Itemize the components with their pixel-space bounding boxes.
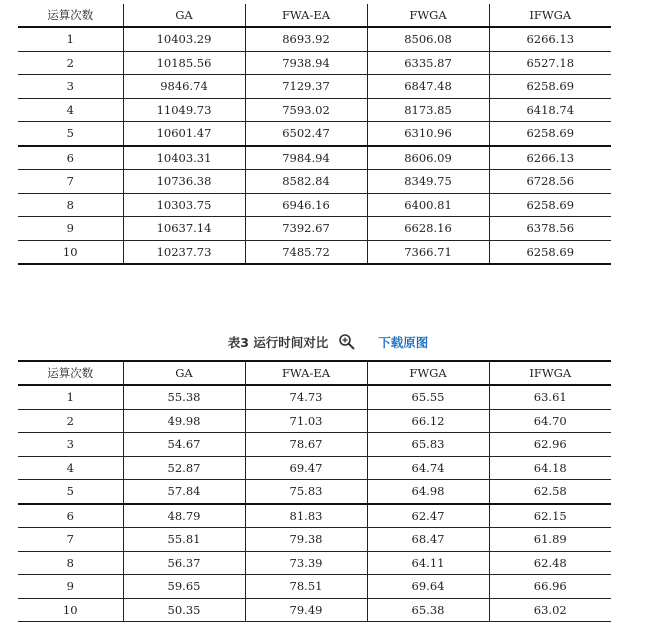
value-cell: 6258.69 [489,193,611,217]
value-cell: 10237.73 [123,240,245,264]
run-number-cell: 6 [18,504,123,528]
run-number-cell: 7 [18,170,123,194]
value-cell: 55.38 [123,385,245,409]
value-cell: 6946.16 [245,193,367,217]
run-number-cell: 4 [18,456,123,480]
table-row [18,575,611,599]
value-cell: 52.87 [123,456,245,480]
previous-results-table [18,4,611,265]
value-cell: 64.98 [367,480,489,504]
value-cell: 11049.73 [123,98,245,122]
value-cell: 63.02 [489,598,611,622]
value-cell: 7485.72 [245,240,367,264]
table-row [18,122,611,146]
table-row [18,146,611,170]
value-cell: 6418.74 [489,98,611,122]
table-row [18,385,611,409]
table-row [18,504,611,528]
table-caption [0,332,656,352]
value-cell: 71.03 [245,409,367,433]
value-cell: 10601.47 [123,122,245,146]
value-cell: 78.51 [245,575,367,599]
table-row [18,27,611,51]
table-row [18,598,611,622]
value-cell: 57.84 [123,480,245,504]
value-cell: 8173.85 [367,98,489,122]
value-cell: 10303.75 [123,193,245,217]
run-number-cell: 2 [18,51,123,75]
value-cell: 6378.56 [489,217,611,241]
run-number-cell: 9 [18,575,123,599]
value-cell: 7938.94 [245,51,367,75]
value-cell: 62.96 [489,433,611,457]
header-cell: IFWGA [489,4,611,27]
value-cell: 64.70 [489,409,611,433]
run-number-cell: 6 [18,146,123,170]
value-cell: 81.83 [245,504,367,528]
value-cell: 6310.96 [367,122,489,146]
value-cell: 6847.48 [367,75,489,99]
value-cell: 73.39 [245,551,367,575]
run-number-cell: 8 [18,193,123,217]
header-cell: 运算次数 [18,4,123,27]
value-cell: 7392.67 [245,217,367,241]
table-row [18,240,611,264]
value-cell: 7366.71 [367,240,489,264]
zoom-in-icon[interactable] [338,333,356,351]
value-cell: 65.83 [367,433,489,457]
value-cell: 65.38 [367,598,489,622]
run-number-cell: 3 [18,433,123,457]
header-cell: GA [123,4,245,27]
run-number-cell: 9 [18,217,123,241]
value-cell: 6258.69 [489,75,611,99]
value-cell: 59.65 [123,575,245,599]
value-cell: 66.12 [367,409,489,433]
value-cell: 6400.81 [367,193,489,217]
value-cell: 6335.87 [367,51,489,75]
header-cell: FWA-EA [245,4,367,27]
value-cell: 66.96 [489,575,611,599]
value-cell: 7593.02 [245,98,367,122]
table-row [18,170,611,194]
value-cell: 8606.09 [367,146,489,170]
value-cell: 64.74 [367,456,489,480]
value-cell: 8582.84 [245,170,367,194]
table-row [18,193,611,217]
table-row [18,217,611,241]
value-cell: 68.47 [367,528,489,552]
value-cell: 10403.31 [123,146,245,170]
table-row [18,98,611,122]
value-cell: 6266.13 [489,27,611,51]
header-cell: 运算次数 [18,361,123,385]
table-row [18,528,611,552]
value-cell: 64.18 [489,456,611,480]
value-cell: 79.49 [245,598,367,622]
download-original-link[interactable]: 下载原图 [378,335,429,350]
value-cell: 10637.14 [123,217,245,241]
value-cell: 10185.56 [123,51,245,75]
header-cell: IFWGA [489,361,611,385]
value-cell: 7984.94 [245,146,367,170]
value-cell: 65.55 [367,385,489,409]
header-cell: GA [123,361,245,385]
value-cell: 9846.74 [123,75,245,99]
runtime-comparison-table [18,360,611,622]
value-cell: 69.64 [367,575,489,599]
value-cell: 49.98 [123,409,245,433]
value-cell: 62.58 [489,480,611,504]
value-cell: 6258.69 [489,122,611,146]
value-cell: 6266.13 [489,146,611,170]
run-number-cell: 2 [18,409,123,433]
value-cell: 61.89 [489,528,611,552]
run-number-cell: 4 [18,98,123,122]
value-cell: 6527.18 [489,51,611,75]
table-row [18,551,611,575]
value-cell: 8349.75 [367,170,489,194]
value-cell: 78.67 [245,433,367,457]
value-cell: 8506.08 [367,27,489,51]
run-number-cell: 1 [18,27,123,51]
table-row [18,409,611,433]
header-cell: FWGA [367,4,489,27]
run-number-cell: 10 [18,240,123,264]
run-number-cell: 3 [18,75,123,99]
value-cell: 75.83 [245,480,367,504]
table-header-row [18,4,611,27]
run-number-cell: 10 [18,598,123,622]
table-row [18,51,611,75]
table-row [18,456,611,480]
value-cell: 55.81 [123,528,245,552]
table-title: 表3 运行时间对比 [227,335,329,350]
value-cell: 6628.16 [367,217,489,241]
run-number-cell: 7 [18,528,123,552]
run-number-cell: 5 [18,122,123,146]
value-cell: 48.79 [123,504,245,528]
header-cell: FWA-EA [245,361,367,385]
run-number-cell: 8 [18,551,123,575]
value-cell: 6728.56 [489,170,611,194]
value-cell: 6502.47 [245,122,367,146]
value-cell: 10736.38 [123,170,245,194]
table-row [18,480,611,504]
value-cell: 64.11 [367,551,489,575]
value-cell: 79.38 [245,528,367,552]
value-cell: 63.61 [489,385,611,409]
header-cell: FWGA [367,361,489,385]
run-number-cell: 1 [18,385,123,409]
table-header-row [18,361,611,385]
run-number-cell: 5 [18,480,123,504]
table-row [18,75,611,99]
value-cell: 62.48 [489,551,611,575]
value-cell: 69.47 [245,456,367,480]
value-cell: 10403.29 [123,27,245,51]
value-cell: 8693.92 [245,27,367,51]
value-cell: 54.67 [123,433,245,457]
table-row [18,433,611,457]
value-cell: 62.15 [489,504,611,528]
value-cell: 50.35 [123,598,245,622]
value-cell: 56.37 [123,551,245,575]
value-cell: 74.73 [245,385,367,409]
value-cell: 62.47 [367,504,489,528]
value-cell: 7129.37 [245,75,367,99]
value-cell: 6258.69 [489,240,611,264]
